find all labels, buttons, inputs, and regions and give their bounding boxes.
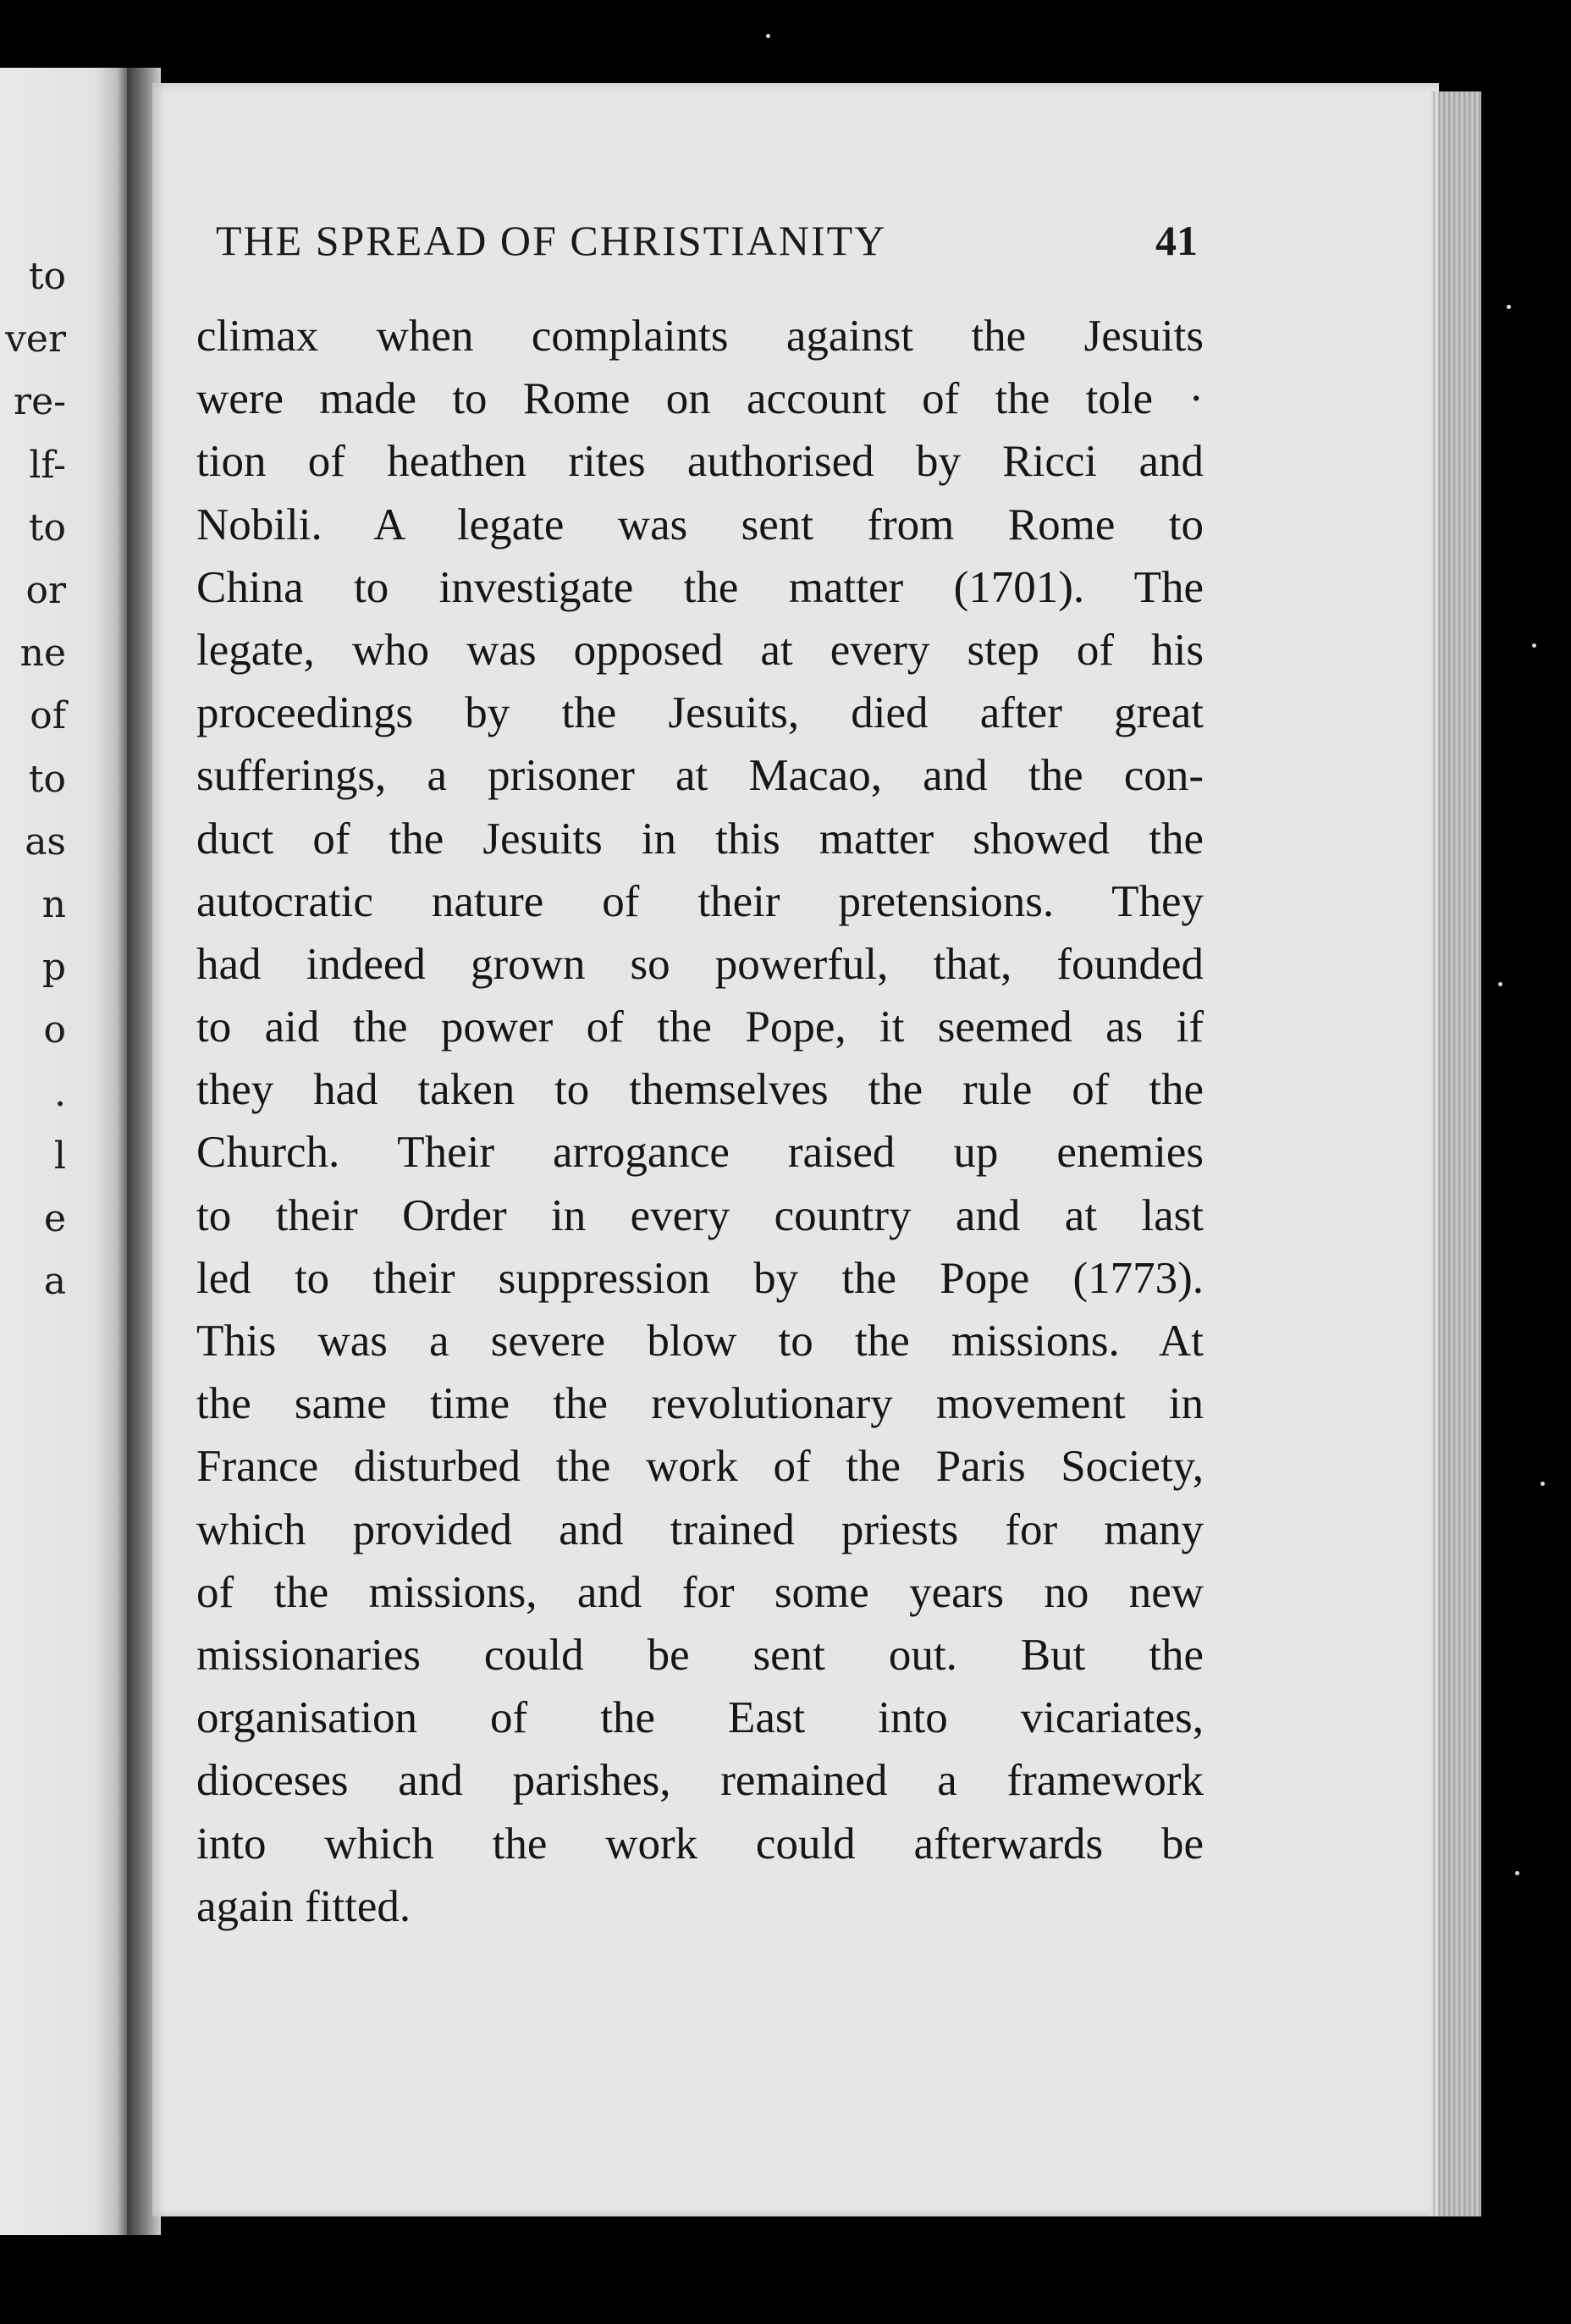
left-page-fragment: l (53, 1134, 66, 1178)
left-facing-page (0, 68, 127, 2235)
text-line: to their Order in every country and at last (196, 1190, 1204, 1240)
text-line: France disturbed the work of the Paris Society, (196, 1442, 1204, 1492)
left-page-fragment: of (30, 694, 66, 738)
left-page-fragment: e (43, 1197, 66, 1240)
text-line: had indeed grown so powerful, that, founded (196, 939, 1204, 989)
text-line: China to investigate the matter (1701). The (196, 562, 1204, 612)
dust-speck (1507, 305, 1511, 309)
text-line: which provided and trained priests for many (196, 1504, 1204, 1554)
running-header (216, 216, 1198, 275)
text-line: of the missions, and for some years no new (196, 1567, 1204, 1617)
left-page-fragment: ne (19, 632, 66, 676)
left-page-fragment: ver (5, 317, 66, 362)
left-page-fragment: a (43, 1260, 66, 1304)
left-page-fragment: lf- (29, 443, 66, 487)
left-page-fragment: to (28, 255, 66, 298)
text-line: again fitted. (196, 1881, 411, 1931)
text-line: duct of the Jesuits in this matter showed the (196, 814, 1204, 864)
text-line: proceedings by the Jesuits, died after great (196, 688, 1204, 738)
text-line: to aid the power of the Pope, it seemed as if (196, 1002, 1204, 1052)
left-page-fragment: to (28, 505, 66, 549)
page-edges (1430, 91, 1481, 2216)
text-line: sufferings, a prisoner at Macao, and the con- (196, 751, 1204, 801)
text-line: Church. Their arrogance raised up enemies (196, 1128, 1204, 1178)
body-text (196, 305, 1204, 1938)
text-line: were made to Rome on account of the tole · (196, 374, 1204, 424)
text-line: into which the work could afterwards be (196, 1819, 1204, 1869)
text-line: missionaries could be sent out. But the (196, 1630, 1204, 1680)
left-page-fragment: o (43, 1008, 66, 1052)
dust-speck (766, 34, 770, 38)
page-number: 41 (1155, 217, 1198, 264)
text-line: the same time the revolutionary movement in (196, 1379, 1204, 1429)
dust-speck (1515, 1871, 1519, 1875)
text-line: autocratic nature of their pretensions. They (196, 876, 1204, 926)
left-page-fragment: . (54, 1071, 66, 1115)
text-line: dioceses and parishes, remained a framework (196, 1756, 1204, 1806)
text-line: organisation of the East into vicariates, (196, 1693, 1204, 1743)
left-page-fragment: n (41, 883, 66, 926)
text-line: legate, who was opposed at every step of his (196, 625, 1204, 675)
left-page-fragment: p (41, 946, 66, 990)
text-line: Nobili. A legate was sent from Rome to (196, 500, 1204, 549)
text-line: tion of heathen rites authorised by Ricci and (196, 437, 1204, 487)
left-page-fragment: to (28, 757, 66, 801)
left-page-text-fragments (0, 68, 127, 2235)
left-page-fragment: as (25, 820, 66, 864)
dust-speck (1541, 1482, 1545, 1486)
text-line: This was a severe blow to the missions. At (196, 1317, 1204, 1366)
text-line: they had taken to themselves the rule of the (196, 1065, 1204, 1115)
text-line: climax when complaints against the Jesuits (196, 312, 1204, 361)
header-title: THE SPREAD OF CHRISTIANITY (216, 217, 887, 264)
dust-speck (1498, 982, 1502, 986)
dust-speck (1532, 643, 1536, 648)
text-line: led to their suppression by the Pope (1773). (196, 1253, 1204, 1303)
left-page-fragment: re- (14, 380, 66, 424)
left-page-fragment: or (25, 569, 66, 612)
